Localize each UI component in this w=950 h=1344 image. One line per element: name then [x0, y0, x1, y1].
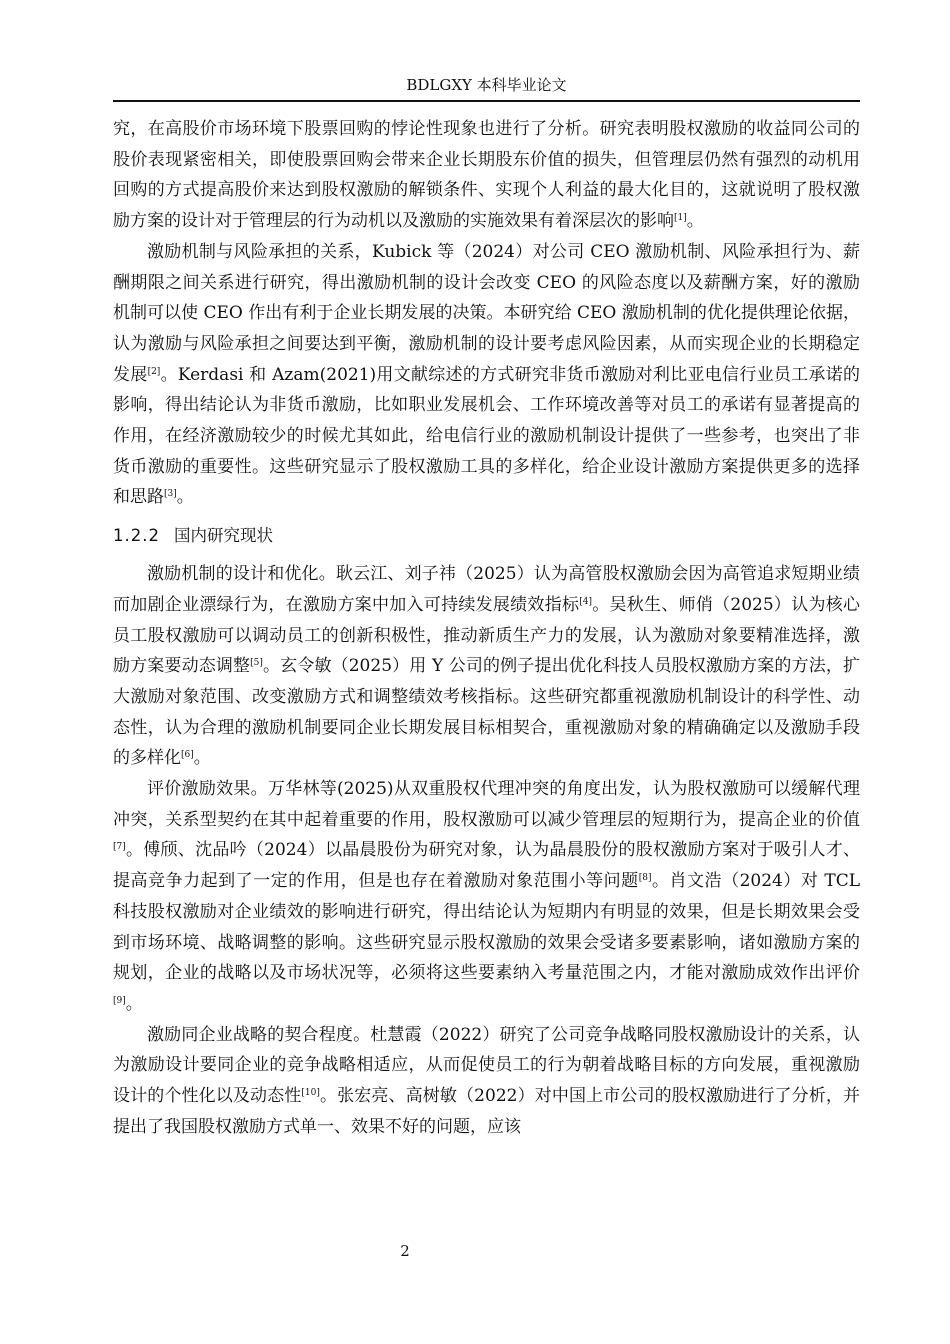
- citation-ref: [10]: [301, 1088, 320, 1099]
- citation-ref: [3]: [164, 489, 177, 500]
- section-title: 国内研究现状: [173, 526, 273, 546]
- paragraph-text: 。玄令敏（2025）用 Y 公司的例子提出优化科技人员股权激励方案的方法，扩大激励对象范围、改变激励方式和调整绩效考核指标。这些研究都重视激励机制设计的科学性、动态性，认为合理的激励机制要同企业长期发展目标相契合，重视激励对象的精确确定以及激励手段的多样化: [113, 656, 861, 769]
- running-header: [113, 72, 860, 102]
- paragraph: [113, 114, 860, 237]
- paragraph-text: 。傅颀、沈品吟（2024）以晶晨股份为研究对象，认为晶晨股份的股权激励方案对于吸引人才、提高竞争力起到了一定的作用，但是也存在着激励对象范围小等问题: [113, 840, 860, 892]
- citation-ref: [1]: [674, 213, 687, 224]
- page-footer: [0, 1241, 810, 1261]
- paragraph-text: 。: [686, 211, 704, 232]
- paragraph: [113, 774, 860, 1020]
- paragraph-text: 究，在高股价市场环境下股票回购的悖论性现象也进行了分析。研究表明股权激励的收益同公司的股价表现紧密相关，即使股票回购会带来企业长期股东价值的损失，但管理层仍然有强烈的动机用回购的方式提高股价来达到股权激励的解锁条件、实现个人利益的最大化目的，这就说明了股权激励方案的设计对于管理层的行为动机以及激励的实施效果有着深层次的影响: [113, 119, 860, 232]
- page-number: 2: [400, 1242, 410, 1260]
- paragraph: [113, 559, 860, 774]
- paragraph: [113, 237, 860, 513]
- section-heading: [113, 522, 860, 550]
- paragraph-text: 。: [125, 993, 143, 1014]
- citation-ref: [7]: [113, 842, 126, 853]
- paragraph-text: 评价激励效果。万华林等(2025)从双重股权代理冲突的角度出发，认为股权激励可以缓解代理冲突，关系型契约在其中起着重要的作用，股权激励可以减少管理层的短期行为，提高企业的价值: [113, 779, 860, 830]
- paragraph-text: 激励同企业战略的契合程度。杜慧霞（2022）研究了公司竞争战略同股权激励设计的关系，认为激励设计要同企业的竞争战略相适应，从而促使员工的行为朝着战略目标的方向发展，重视激励设计的个性化以及动态性: [113, 1024, 860, 1107]
- paragraph-text: 激励机制的设计和优化。耿云江、刘子祎（2025）认为高管股权激励会因为高管追求短期业绩而加剧企业漂绿行为，在激励方案中加入可持续发展绩效指标: [113, 564, 860, 615]
- citation-ref: [5]: [250, 658, 263, 669]
- header-title: BDLGXY 本科毕业论文: [406, 76, 567, 94]
- citation-ref: [8]: [638, 873, 652, 884]
- paragraph-text: 。张宏亮、高树敏（2022）对中国上市公司的股权激励进行了分析，并提出了我国股权激励方式单一、效果不好的问题，应该: [113, 1086, 861, 1137]
- body-text: [113, 114, 860, 1143]
- paragraph-text: 。吴秋生、师俏（2025）认为核心员工股权激励可以调动员工的创新积极性，推动新质生产力的发展，认为激励对象要精准选择，激励方案要动态调整: [113, 594, 860, 677]
- paragraph-text: 。: [193, 748, 211, 769]
- citation-ref: [9]: [113, 995, 126, 1006]
- paragraph-text: 。肖文浩（2024）对 TCL 科技股权激励对企业绩效的影响进行研究，得出结论认为短期内有明显的效果，但是长期效果会受到市场环境、战略调整的影响。这些研究显示股权激励的效果会受诸多要素影响，诸如激励方案的规划，企业的战略以及市场状况等，必须将这些要素纳入考量范围之内，才能对激励成效作出评价: [113, 871, 860, 984]
- citation-ref: [6]: [181, 750, 194, 761]
- paragraph-group-foreign: [113, 114, 860, 513]
- citation-ref: [2]: [147, 366, 161, 377]
- citation-ref: [4]: [579, 596, 592, 607]
- paragraph: [113, 1020, 860, 1143]
- paragraph-text: 激励机制与风险承担的关系，Kubick 等（2024）对公司 CEO 激励机制、风险承担行为、薪酬期限之间关系进行研究，得出激励机制的设计会改变 CEO 的风险态度以及薪酬方案，好的激励机制可以使 CEO 作出有利于企业长期发展的决策。本研究给 CEO 激励机制的优化提供理论依据，认为激励与风险承担之间要达到平衡，激励机制的设计要考虑风险因素，从而实现企业的长期稳定发展: [113, 241, 860, 385]
- paragraph-text: 。Kerdasi 和 Azam(2021)用文献综述的方式研究非货币激励对利比亚电信行业员工承诺的影响，得出结论认为非货币激励，比如职业发展机会、工作环境改善等对员工的承诺有显著提高的作用，在经济激励较少的时候尤其如此，给电信行业的激励机制设计提供了一些参考，也突出了非货币激励的重要性。这些研究显示了股权激励工具的多样化，给企业设计激励方案提供更多的选择和思路: [113, 364, 860, 508]
- section-number: 1.2.2: [113, 526, 160, 546]
- paragraph-group-domestic: [113, 559, 860, 1142]
- paragraph-text: 。: [176, 487, 194, 508]
